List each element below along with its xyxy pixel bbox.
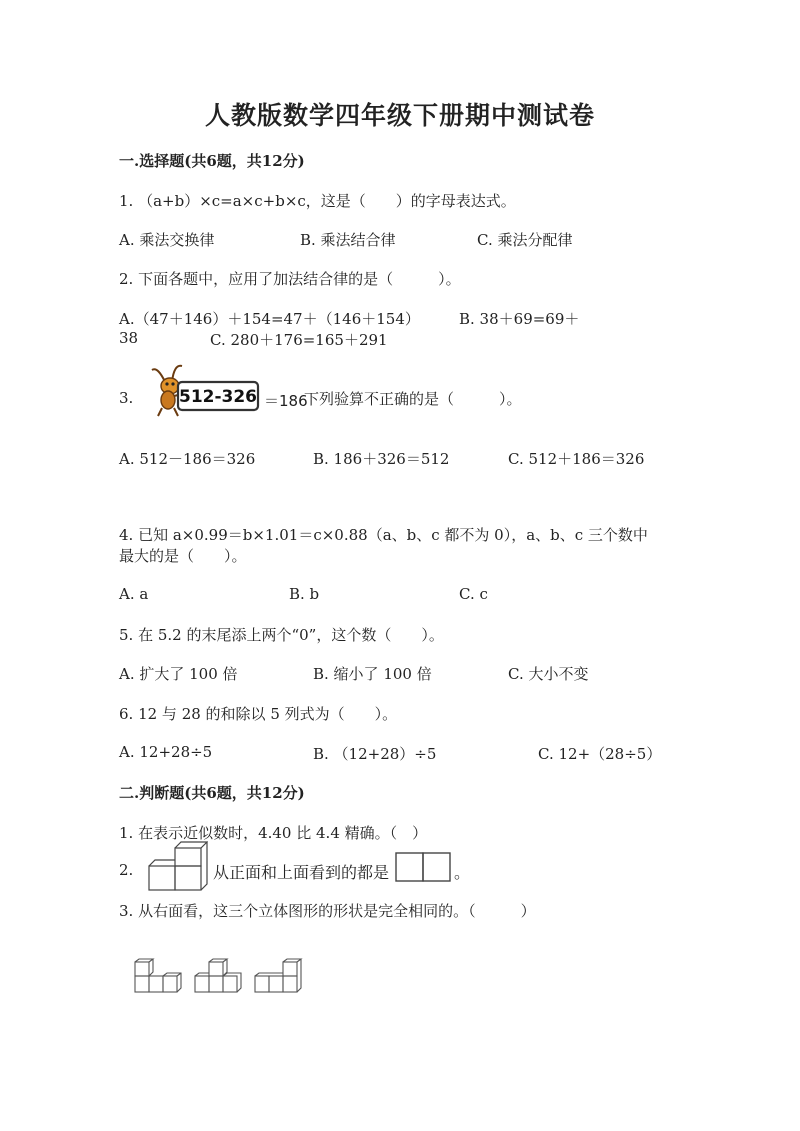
three-solids-figure bbox=[130, 958, 305, 998]
judgment-2-text: 从正面和上面看到的都是 bbox=[213, 863, 390, 882]
question-3-option-a: A. 512－186＝326 bbox=[119, 450, 256, 468]
question-5-option-a: A. 扩大了 100 倍 bbox=[119, 665, 238, 683]
question-1-text: 1. （a+b）×c=a×c+b×c，这是（ ）的字母表达式。 bbox=[119, 192, 516, 210]
ant-mascot-icon bbox=[150, 362, 262, 418]
question-2-option-c: C. 280＋176=165＋291 bbox=[210, 331, 388, 349]
two-squares-view-figure bbox=[395, 852, 451, 882]
question-3-expression: 512-326 bbox=[178, 387, 258, 407]
question-1-option-b: B. 乘法结合律 bbox=[300, 231, 396, 249]
question-3-option-c: C. 512＋186＝326 bbox=[508, 450, 645, 468]
page-title: 人教版数学四年级下册期中测试卷 bbox=[204, 101, 595, 130]
question-3-number: 3. bbox=[119, 389, 134, 407]
section-heading-choice: 一.选择题(共6题，共12分) bbox=[119, 152, 305, 170]
question-4-text-line1: 4. 已知 a×0.99＝b×1.01＝c×0.88（a、b、c 都不为 0），a、b、c 三个数中 bbox=[119, 526, 648, 544]
stacked-cubes-figure bbox=[146, 840, 208, 894]
question-1-option-c: C. 乘法分配律 bbox=[477, 231, 573, 249]
question-4-text-line2: 最大的是（ ）。 bbox=[119, 547, 247, 565]
question-5-text: 5. 在 5.2 的末尾添上两个“0”，这个数（ ）。 bbox=[119, 626, 444, 644]
question-2-option-a: A.（47＋146）＋154=47＋（146＋154） bbox=[119, 310, 420, 328]
question-3-equals: ＝186 bbox=[264, 392, 308, 410]
question-2-option-b: B. 38＋69=69＋ bbox=[459, 310, 580, 328]
judgment-1-text: 1. 在表示近似数时，4.40 比 4.4 精确。（ ） bbox=[119, 824, 428, 842]
question-1-option-a: A. 乘法交换律 bbox=[119, 231, 215, 249]
question-5-option-b: B. 缩小了 100 倍 bbox=[313, 665, 432, 683]
question-6-option-b: B. （12+28）÷5 bbox=[313, 745, 437, 763]
question-2-text: 2. 下面各题中，应用了加法结合律的是（ ）。 bbox=[119, 270, 461, 288]
question-4-option-b: B. b bbox=[289, 585, 320, 603]
question-3-text: 下列验算不正确的是（ ）。 bbox=[304, 390, 522, 408]
question-4-option-c: C. c bbox=[459, 585, 488, 603]
question-6-text: 6. 12 与 28 的和除以 5 列式为（ ）。 bbox=[119, 705, 398, 723]
question-3-option-b: B. 186＋326＝512 bbox=[313, 450, 450, 468]
section-heading-judgment: 二.判断题(共6题，共12分) bbox=[119, 784, 305, 802]
question-2-option-b-continued: 38 bbox=[119, 329, 139, 347]
question-6-option-c: C. 12+（28÷5） bbox=[538, 745, 662, 763]
question-6-option-a: A. 12+28÷5 bbox=[119, 743, 213, 761]
question-5-option-c: C. 大小不变 bbox=[508, 665, 589, 683]
judgment-3-text: 3. 从右面看，这三个立体图形的形状是完全相同的。（ ） bbox=[119, 902, 536, 920]
judgment-2-number: 2. bbox=[119, 861, 134, 879]
judgment-2-end: 。 bbox=[454, 863, 471, 882]
question-4-option-a: A. a bbox=[119, 585, 149, 603]
